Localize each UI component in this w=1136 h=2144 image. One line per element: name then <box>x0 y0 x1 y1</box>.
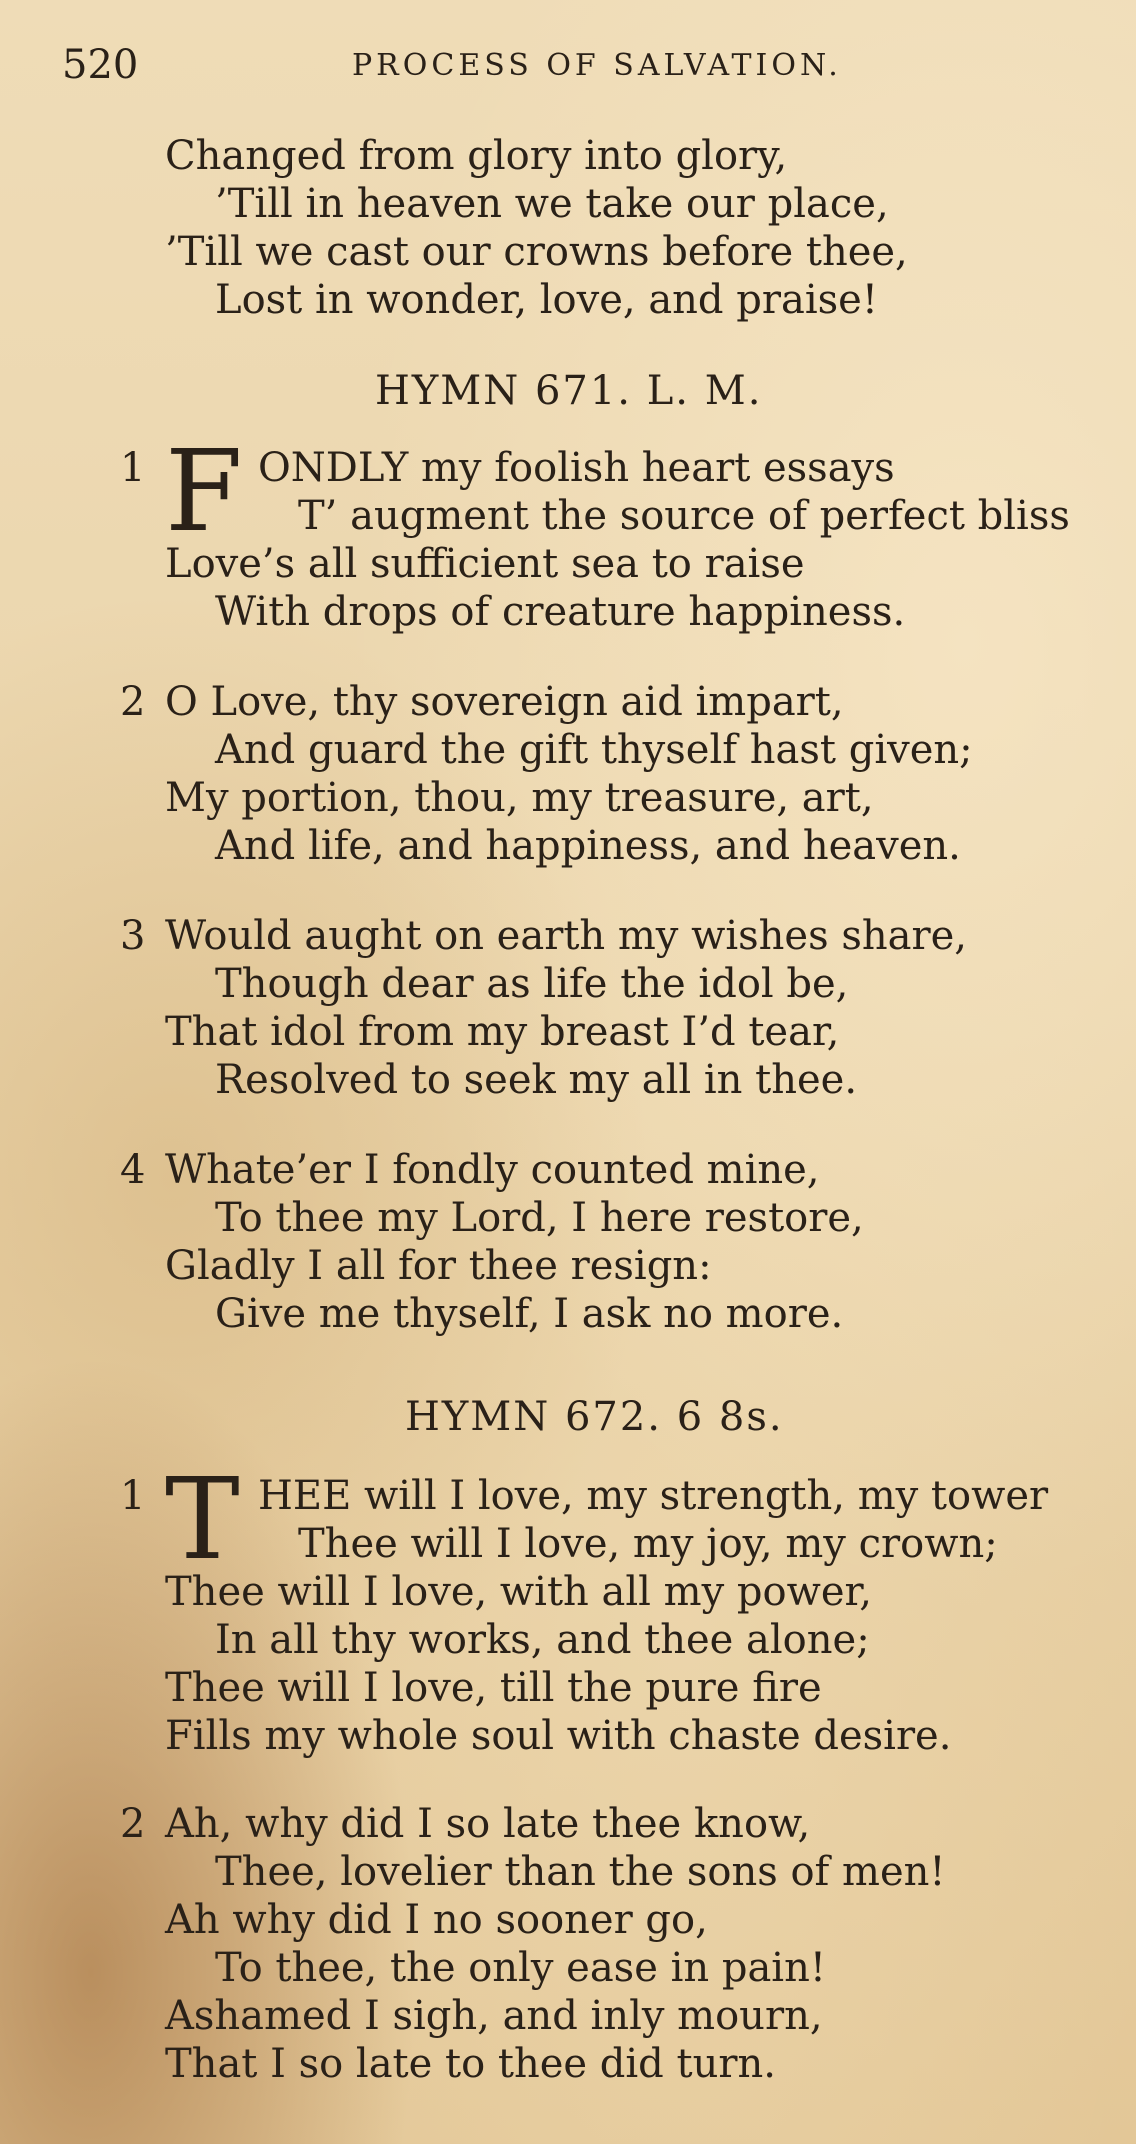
verse-line: Ah, why did I so late thee know, <box>165 1801 811 1847</box>
verse-line: And guard the gift thyself hast given; <box>215 727 973 773</box>
verse-number: 1 <box>120 445 146 491</box>
verse-line: HEE will I love, my strength, my tower <box>258 1473 1049 1519</box>
verse-line: Ah why did I no sooner go, <box>165 1897 708 1943</box>
verse-line: Would aught on earth my wishes share, <box>165 913 967 959</box>
verse-line: Give me thyself, I ask no more. <box>215 1291 844 1337</box>
verse-line: Thee, lovelier than the sons of men! <box>215 1849 946 1895</box>
verse-line: Love’s all sufficient sea to raise <box>165 541 805 587</box>
verse-line: To thee, the only ease in pain! <box>215 1945 826 1991</box>
hymn-title: HYMN 672. 6 8s. <box>405 1394 784 1440</box>
verse-line: Whate’er I fondly counted mine, <box>165 1147 820 1193</box>
verse-line: O Love, thy sovereign aid impart, <box>165 679 844 725</box>
verse-line: ’Till we cast our crowns before thee, <box>165 229 908 275</box>
page-number: 520 <box>62 42 139 88</box>
drop-cap: F <box>165 427 243 557</box>
page-header <box>62 42 1096 102</box>
verse-line: My portion, thou, my treasure, art, <box>165 775 874 821</box>
verse-line: ’Till in heaven we take our place, <box>215 181 889 227</box>
verse-line: Fills my whole soul with chaste desire. <box>165 1713 952 1759</box>
verse-line: Resolved to seek my all in thee. <box>215 1057 858 1103</box>
verse-number: 2 <box>120 1801 146 1847</box>
verse-line: Thee will I love, my joy, my crown; <box>298 1521 998 1567</box>
verse-number: 2 <box>120 679 146 725</box>
verse-line: T’ augment the source of perfect bliss <box>298 493 1070 539</box>
verse-line: And life, and happiness, and heaven. <box>215 823 961 869</box>
verse-line: Though dear as life the idol be, <box>215 961 849 1007</box>
verse-number: 3 <box>120 913 146 959</box>
verse-line: Changed from glory into glory, <box>165 133 788 179</box>
verse-line: That I so late to thee did turn. <box>165 2041 776 2087</box>
verse-number: 4 <box>120 1147 146 1193</box>
running-head: PROCESS OF SALVATION. <box>352 48 842 83</box>
drop-cap: T <box>165 1455 240 1585</box>
verse-line: To thee my Lord, I here restore, <box>215 1195 864 1241</box>
verse-line: Ashamed I sigh, and inly mourn, <box>165 1993 823 2039</box>
verse-line: Thee will I love, with all my power, <box>165 1569 872 1615</box>
verse-line: Thee will I love, till the pure fire <box>165 1665 822 1711</box>
verse-line: Lost in wonder, love, and praise! <box>215 277 878 323</box>
verse-line: That idol from my breast I’d tear, <box>165 1009 840 1055</box>
verse-line: In all thy works, and thee alone; <box>215 1617 870 1663</box>
verse-line: ONDLY my foolish heart essays <box>258 445 895 491</box>
hymn-title: HYMN 671. L. M. <box>375 368 763 414</box>
verse-line: With drops of creature happiness. <box>215 589 906 635</box>
verse-line: Gladly I all for thee resign: <box>165 1243 712 1289</box>
verse-number: 1 <box>120 1473 146 1519</box>
